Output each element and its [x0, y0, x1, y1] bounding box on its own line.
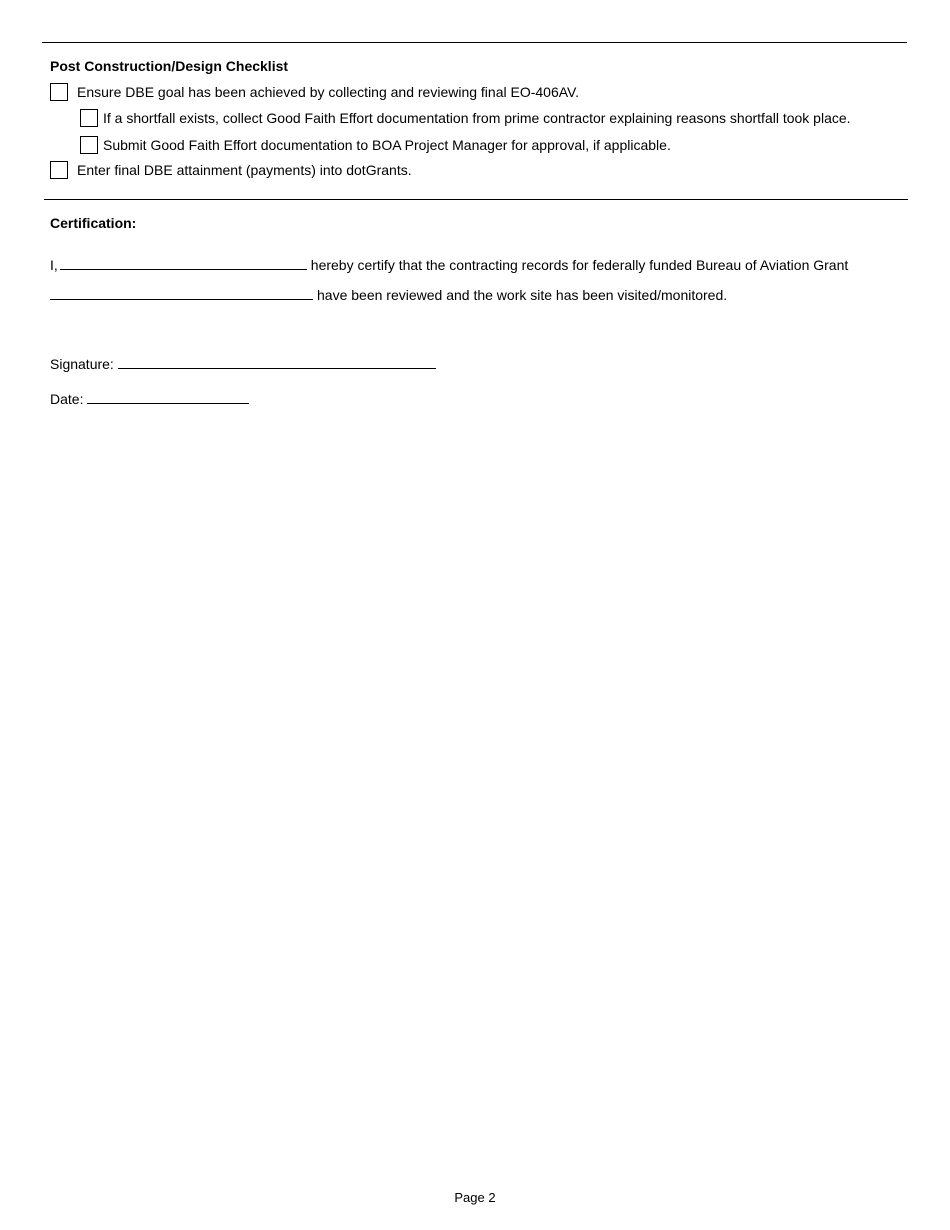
checklist-item: [50, 161, 412, 179]
date-field[interactable]: [87, 390, 249, 404]
certification-statement-line-1: [50, 256, 848, 273]
section-divider: [44, 199, 908, 200]
checklist-item-label: Ensure DBE goal has been achieved by collecting and reviewing final EO-406AV.: [77, 84, 579, 100]
certification-title: Certification:: [50, 215, 137, 231]
checkbox-dotgrants[interactable]: [50, 161, 68, 179]
checkbox-submit-gfe[interactable]: [80, 136, 98, 154]
date-row: [50, 390, 249, 407]
page-number: Page 2: [454, 1190, 496, 1205]
certification-prefix: I,: [50, 257, 58, 273]
certification-text: have been reviewed and the work site has been visited/monitored.: [317, 287, 728, 303]
checklist-item-label: If a shortfall exists, collect Good Faith Effort documentation from prime contractor explaining reasons shortfall took place.: [103, 110, 851, 126]
signature-row: [50, 355, 436, 372]
date-label: Date:: [50, 391, 84, 407]
checklist-subitem: [80, 109, 851, 127]
checklist-subitem: [80, 136, 671, 154]
top-divider: [42, 42, 907, 43]
checklist-item-label: Submit Good Faith Effort documentation to BOA Project Manager for approval, if applicable.: [103, 137, 671, 153]
certification-text: hereby certify that the contracting records for federally funded Bureau of Aviation Grant: [310, 257, 849, 273]
name-field[interactable]: [60, 256, 307, 270]
checklist-item: [50, 83, 579, 101]
grant-number-field[interactable]: [50, 286, 313, 300]
certification-statement-line-2: [50, 286, 727, 303]
signature-label: Signature:: [50, 356, 114, 372]
signature-field[interactable]: [118, 355, 436, 369]
checklist-item-label: Enter final DBE attainment (payments) into dotGrants.: [77, 162, 412, 178]
checklist-title: Post Construction/Design Checklist: [50, 58, 289, 74]
checkbox-shortfall[interactable]: [80, 109, 98, 127]
checkbox-dbe-goal[interactable]: [50, 83, 68, 101]
